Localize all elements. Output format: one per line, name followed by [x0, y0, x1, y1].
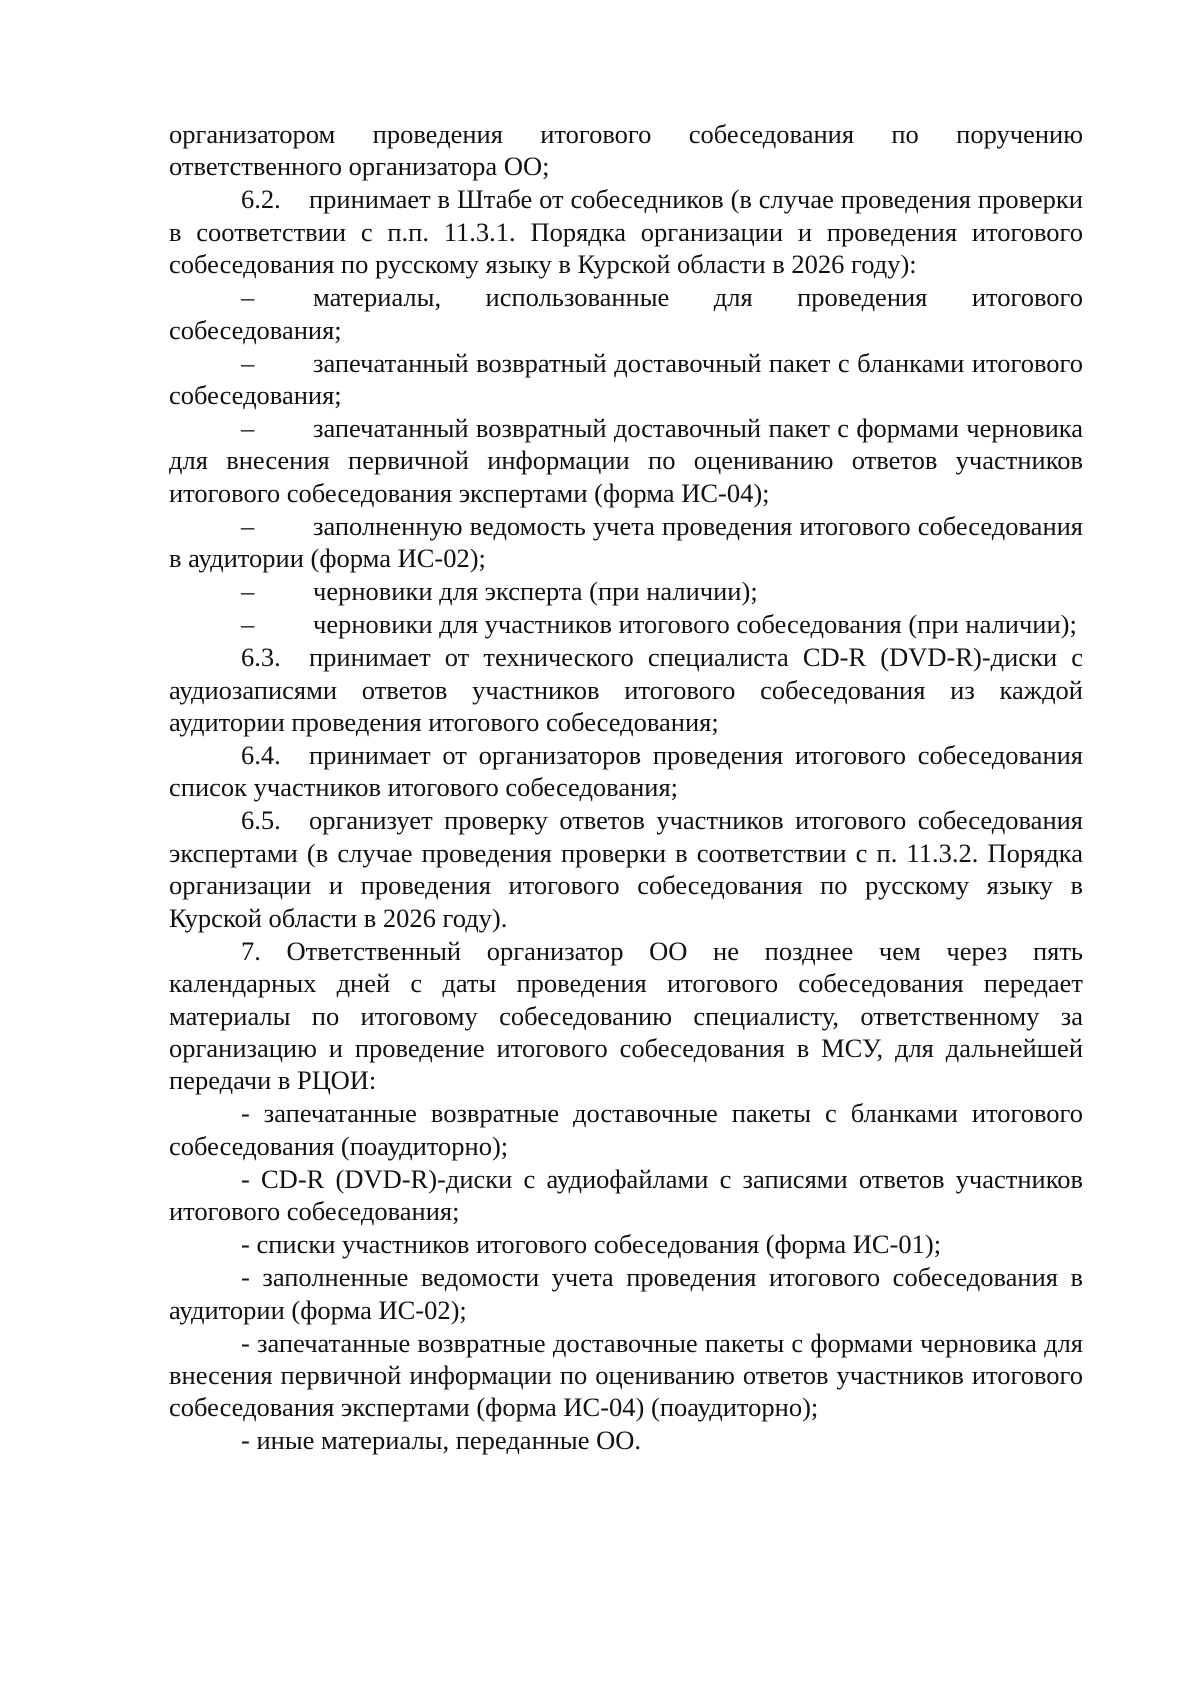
list-item-text: заполненную ведомость учета проведения итогового собеседования в аудитории (форма ИС-02); [169, 510, 1083, 574]
paragraph-6-5 [169, 804, 1083, 934]
list-item [169, 1163, 1083, 1228]
dash-marker: – [241, 282, 255, 313]
clause-number: 6.3. [241, 642, 281, 673]
paragraph-7 [169, 935, 1083, 1097]
paragraph-continuation [169, 118, 1083, 183]
list-item [169, 608, 1083, 640]
list-item-text: - запечатанные возвратные доставочные пакеты с бланками итогового собеседования (поаудиторно); [169, 1098, 1083, 1161]
list-item-text: - иные материалы, переданные ОО. [241, 1425, 642, 1456]
dash-marker: – [241, 576, 255, 607]
paragraph-6-4 [169, 739, 1083, 804]
list-item [169, 1327, 1083, 1424]
list-item-text: материалы, использованные для проведения итогового собеседования; [169, 282, 1083, 345]
paragraph-text: 7. Ответственный организатор ОО не позднее чем через пять календарных дней с даты проведения итогового собеседования передает материалы по итоговому собеседованию специалисту, ответственному за организацию и проведение итогового собеседования в МСУ, для дальнейшей передачи в РЦОИ: [169, 935, 1083, 1096]
list-item-text: - CD-R (DVD-R)-диски с аудиофайлами с записями ответов участников итогового собеседования; [169, 1163, 1083, 1227]
list-item [169, 281, 1083, 346]
list-item-text: - заполненные ведомости учета проведения итогового собеседования в аудитории (форма ИС-02); [169, 1262, 1083, 1325]
list-item-text: запечатанный возвратный доставочный пакет с формами черновика для внесения первичной информации по оцениванию ответов участников итогового собеседования экспертами (форма ИС-04); [169, 413, 1083, 508]
list-item [169, 412, 1083, 509]
list-item [169, 1228, 1083, 1260]
dash-marker: – [241, 510, 255, 541]
list-item [169, 1261, 1083, 1326]
list-item [169, 1424, 1083, 1456]
dash-marker: – [241, 413, 255, 444]
dash-marker: – [241, 347, 255, 378]
paragraph-text: принимает от технического специалиста CD-R (DVD-R)-диски с аудиозаписями ответов участников итогового собеседования из каждой аудитории проведения итогового собеседования; [169, 642, 1083, 738]
list-item-text: черновики для участников итогового собеседования (при наличии); [313, 609, 1077, 640]
dash-marker: – [241, 609, 255, 640]
list-item [169, 575, 1083, 607]
list-item-text: - списки участников итогового собеседования (форма ИС-01); [241, 1229, 942, 1260]
paragraph-text: принимает в Штабе от собеседников (в случае проведения проверки в соответствии с п.п. 11.3.1. Порядка организации и проведения итогового собеседования по русскому языку в Курской области в 2026 году): [169, 184, 1083, 280]
paragraph-text: организатором проведения итогового собеседования по поручению ответственного организатора ОО; [169, 119, 1083, 182]
list-item-text: запечатанный возвратный доставочный пакет с бланками итогового собеседования; [169, 347, 1083, 411]
list-item [169, 1097, 1083, 1162]
list-item-text: - запечатанные возвратные доставочные пакеты с формами черновика для внесения первичной информации по оцениванию ответов участников итогового собеседования экспертами (форма ИС-04) (поаудиторно); [169, 1327, 1083, 1423]
list-item [169, 347, 1083, 412]
document-page [169, 118, 1083, 1457]
clause-number: 6.4. [241, 740, 281, 771]
list-item [169, 510, 1083, 575]
clause-number: 6.5. [241, 805, 281, 836]
paragraph-6-2 [169, 183, 1083, 280]
clause-number: 6.2. [241, 184, 281, 215]
paragraph-text: организует проверку ответов участников итогового собеседования экспертами (в случае проведения проверки в соответствии с п. 11.3.2. Порядка организации и проведения итогового собеседования по русскому языку в Курской области в 2026 году). [169, 805, 1083, 933]
paragraph-6-3 [169, 641, 1083, 738]
paragraph-text: принимает от организаторов проведения итогового собеседования список участников итогового собеседования; [169, 740, 1083, 803]
list-item-text: черновики для эксперта (при наличии); [313, 576, 758, 607]
